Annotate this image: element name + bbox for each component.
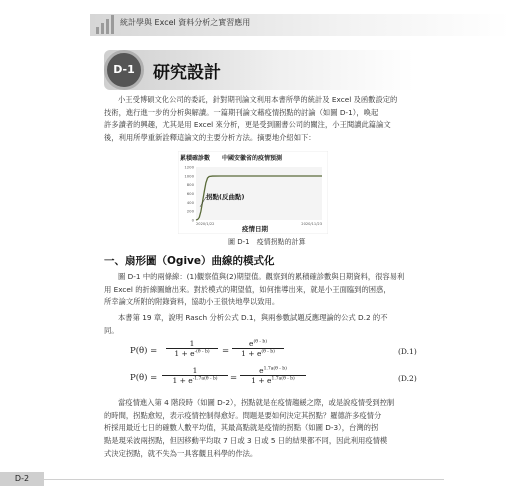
- bar-chart-icon: [94, 14, 116, 34]
- intro-paragraph: [104, 94, 424, 145]
- covid-chart: [178, 151, 328, 234]
- footer-rule: [44, 479, 444, 480]
- equation-fraction-1: [162, 366, 228, 385]
- paragraph-line: 點是現采波兩拐點，但因移動平均取 7 日或 3 日或 5 日的結果都不同，因此利用疫情模: [104, 436, 388, 446]
- intro-line: 許多讀者的興趣，尤其是用 Excel 來分析，更是受到圖書公司的關注，小王閱讀此篇論文: [104, 120, 391, 130]
- exponent: 1.7a(θ - b): [263, 366, 287, 372]
- numerator: 1: [189, 339, 195, 348]
- x-tick-label: 2020/1/22: [196, 222, 215, 226]
- section-badge: D-1: [104, 50, 144, 90]
- numerator: [240, 366, 306, 375]
- figure-d1: [178, 151, 328, 234]
- exponent: -1.7a(θ - b): [192, 376, 218, 382]
- y-tick-label: 400: [186, 199, 194, 205]
- section-title-bar: [104, 50, 414, 90]
- denominator-base: 1 + e: [241, 349, 262, 358]
- chart-title: 中國安徽省的疫情預測: [222, 155, 283, 162]
- equation-number: (D.2): [398, 374, 417, 383]
- subsection-heading: 一、扇形圖（Ogive）曲線的模式化: [104, 255, 275, 267]
- y-tick-label: 1000: [184, 173, 194, 179]
- inflection-paragraph: [104, 397, 424, 461]
- intro-line: 後，利用所學重新詮釋這論文的主要分析方法。摘要地介紹如下：: [104, 133, 316, 143]
- equals-sign: =: [230, 373, 238, 383]
- y-axis-label: 累積確診數: [180, 155, 211, 162]
- equation-fraction-2: [240, 366, 306, 385]
- numerator-base: e: [249, 339, 254, 348]
- denominator-base: 1 + e: [172, 376, 193, 385]
- denominator: [162, 375, 228, 385]
- equation-lhs: P(θ) =: [130, 346, 158, 356]
- inflection-annotation: 拐點(反曲點): [206, 193, 245, 201]
- exponent: (θ - b): [253, 339, 267, 345]
- intro-line: 技術，進行進一步的分析與解讀。一篇期刊論文藉疫情拐點的討論（如圖 D-1），喚起: [104, 107, 379, 117]
- paragraph-line: 本書第 19 章，說明 Rasch 分析公式 D.1，與兩參數試題反應理論的公式 D.2 的不: [118, 313, 388, 322]
- paragraph-line: 同。: [104, 325, 119, 335]
- section-title: 研究設計: [153, 63, 221, 83]
- paragraph-line: 所幸論文所附的附錄資料，協助小王很快地學以致用。: [104, 297, 280, 307]
- denominator: [240, 375, 306, 385]
- intro-line: 小王受博碩文化公司的委託，針對期刊論文利用本書所學的統計及 Excel 及函數設定的: [118, 95, 398, 104]
- running-header: 統計學與 Excel 資料分析之實習應用: [120, 18, 251, 27]
- y-tick-label: 800: [186, 182, 194, 188]
- figure-caption: 圖 D-1 疫情拐點的計算: [228, 238, 306, 246]
- paragraph-line: 析採用最近七日的確數人數平均值，其最高點就是疫情的拐點（如圖 D-3），台灣的拐: [104, 423, 379, 433]
- y-tick-label: 1200: [184, 164, 194, 170]
- paragraph-line: 式決定拐點，就不失為一具客觀且科學的作法。: [104, 448, 258, 458]
- denominator-base: 1 + e: [251, 376, 272, 385]
- numerator: [232, 339, 284, 348]
- paragraph-line: 的時間，拐點愈短，表示疫情控制得愈好。問題是要如何決定其拐點？羅德許多疫情分: [104, 410, 382, 420]
- equation-fraction-1: [166, 339, 218, 358]
- denominator-base: 1 + e: [174, 349, 195, 358]
- page-number: D-2: [0, 472, 44, 486]
- ogive-paragraph: [104, 271, 424, 309]
- x-axis-label: 疫情日期: [242, 225, 268, 233]
- denominator: [232, 348, 284, 358]
- y-tick-label: 0: [191, 217, 194, 223]
- x-tick-label: 2020/11/23: [301, 222, 322, 226]
- exponent: 1.7a(θ - b): [271, 376, 295, 382]
- y-tick-label: 600: [186, 191, 194, 196]
- equation-number: (D.1): [398, 347, 417, 356]
- y-tick-label: 200: [186, 208, 194, 214]
- numerator: 1: [192, 366, 198, 375]
- rasch-paragraph: [104, 312, 424, 337]
- paragraph-line: 圖 D-1 中的兩條線：(1)觀察值與(2)期望值。觀察到的累積確診數與日期資料，很容易利: [118, 272, 405, 281]
- paragraph-line: 用 Excel 的折線圖繪出來。對於模式的期望值，如何推導出來，就是小王面臨到的困惑，: [104, 284, 391, 294]
- numerator-base: e: [259, 366, 264, 375]
- equation-lhs: P(θ) =: [130, 373, 158, 383]
- equals-sign: =: [222, 346, 230, 356]
- exponent: (θ - b): [261, 349, 275, 355]
- denominator: [166, 348, 218, 358]
- equation-fraction-2: [232, 339, 284, 358]
- paragraph-line: 當疫情進入第 4 階段時（如圖 D-2），拐點就是在疫情趨緩之際，或是說疫情受到控制: [118, 398, 395, 407]
- exponent: -(θ - b): [194, 349, 210, 355]
